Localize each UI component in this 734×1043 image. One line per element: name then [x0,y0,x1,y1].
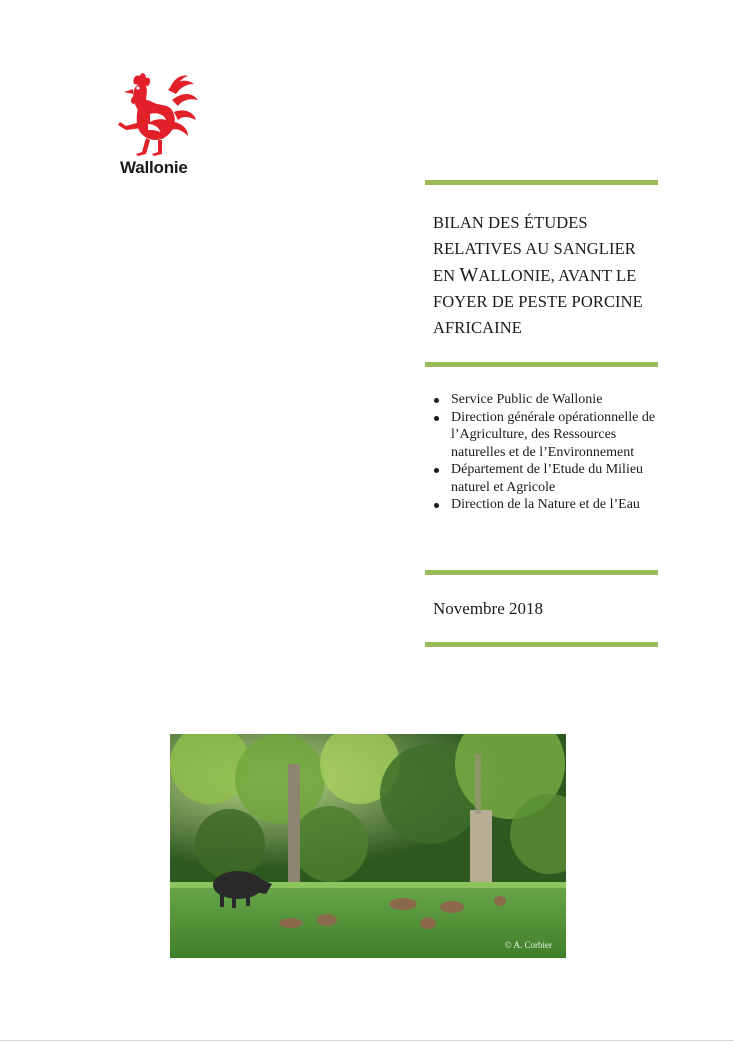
page-bottom-edge [0,1040,734,1041]
title-line: FOYER DE PESTE PORCINE [433,292,643,311]
title-line: RELATIVES AU SANGLIER [433,239,636,258]
logo-wordmark: Wallonie [120,158,188,177]
list-item: Service Public de Wallonie [432,391,658,409]
divider-bottom [425,642,658,647]
list-item: Direction de la Nature et de l’Eau [432,496,658,514]
title-line: EN WALLONIE, AVANT LE [433,264,637,286]
title-line: AFRICAINE [433,318,522,337]
rooster-icon [116,70,200,156]
document-title [433,210,658,341]
list-item: Département de l’Etude du Milieu naturel et Agricole [432,461,658,496]
title-line: BILAN DES ÉTUDES [433,213,588,232]
photo-credit: © A. Corbier [504,940,552,950]
wild-boar-photo [170,734,566,958]
wallonie-logo [108,70,208,182]
cover-photo [170,734,566,958]
publication-date: Novembre 2018 [433,599,544,618]
divider-title-bottom [425,362,658,367]
divider-list-bottom [425,570,658,575]
divider-top [425,180,658,185]
list-item: Direction générale opérationnelle de l’Agriculture, des Ressources naturelles et de l’Environnement [432,409,658,462]
organization-list [432,391,658,514]
